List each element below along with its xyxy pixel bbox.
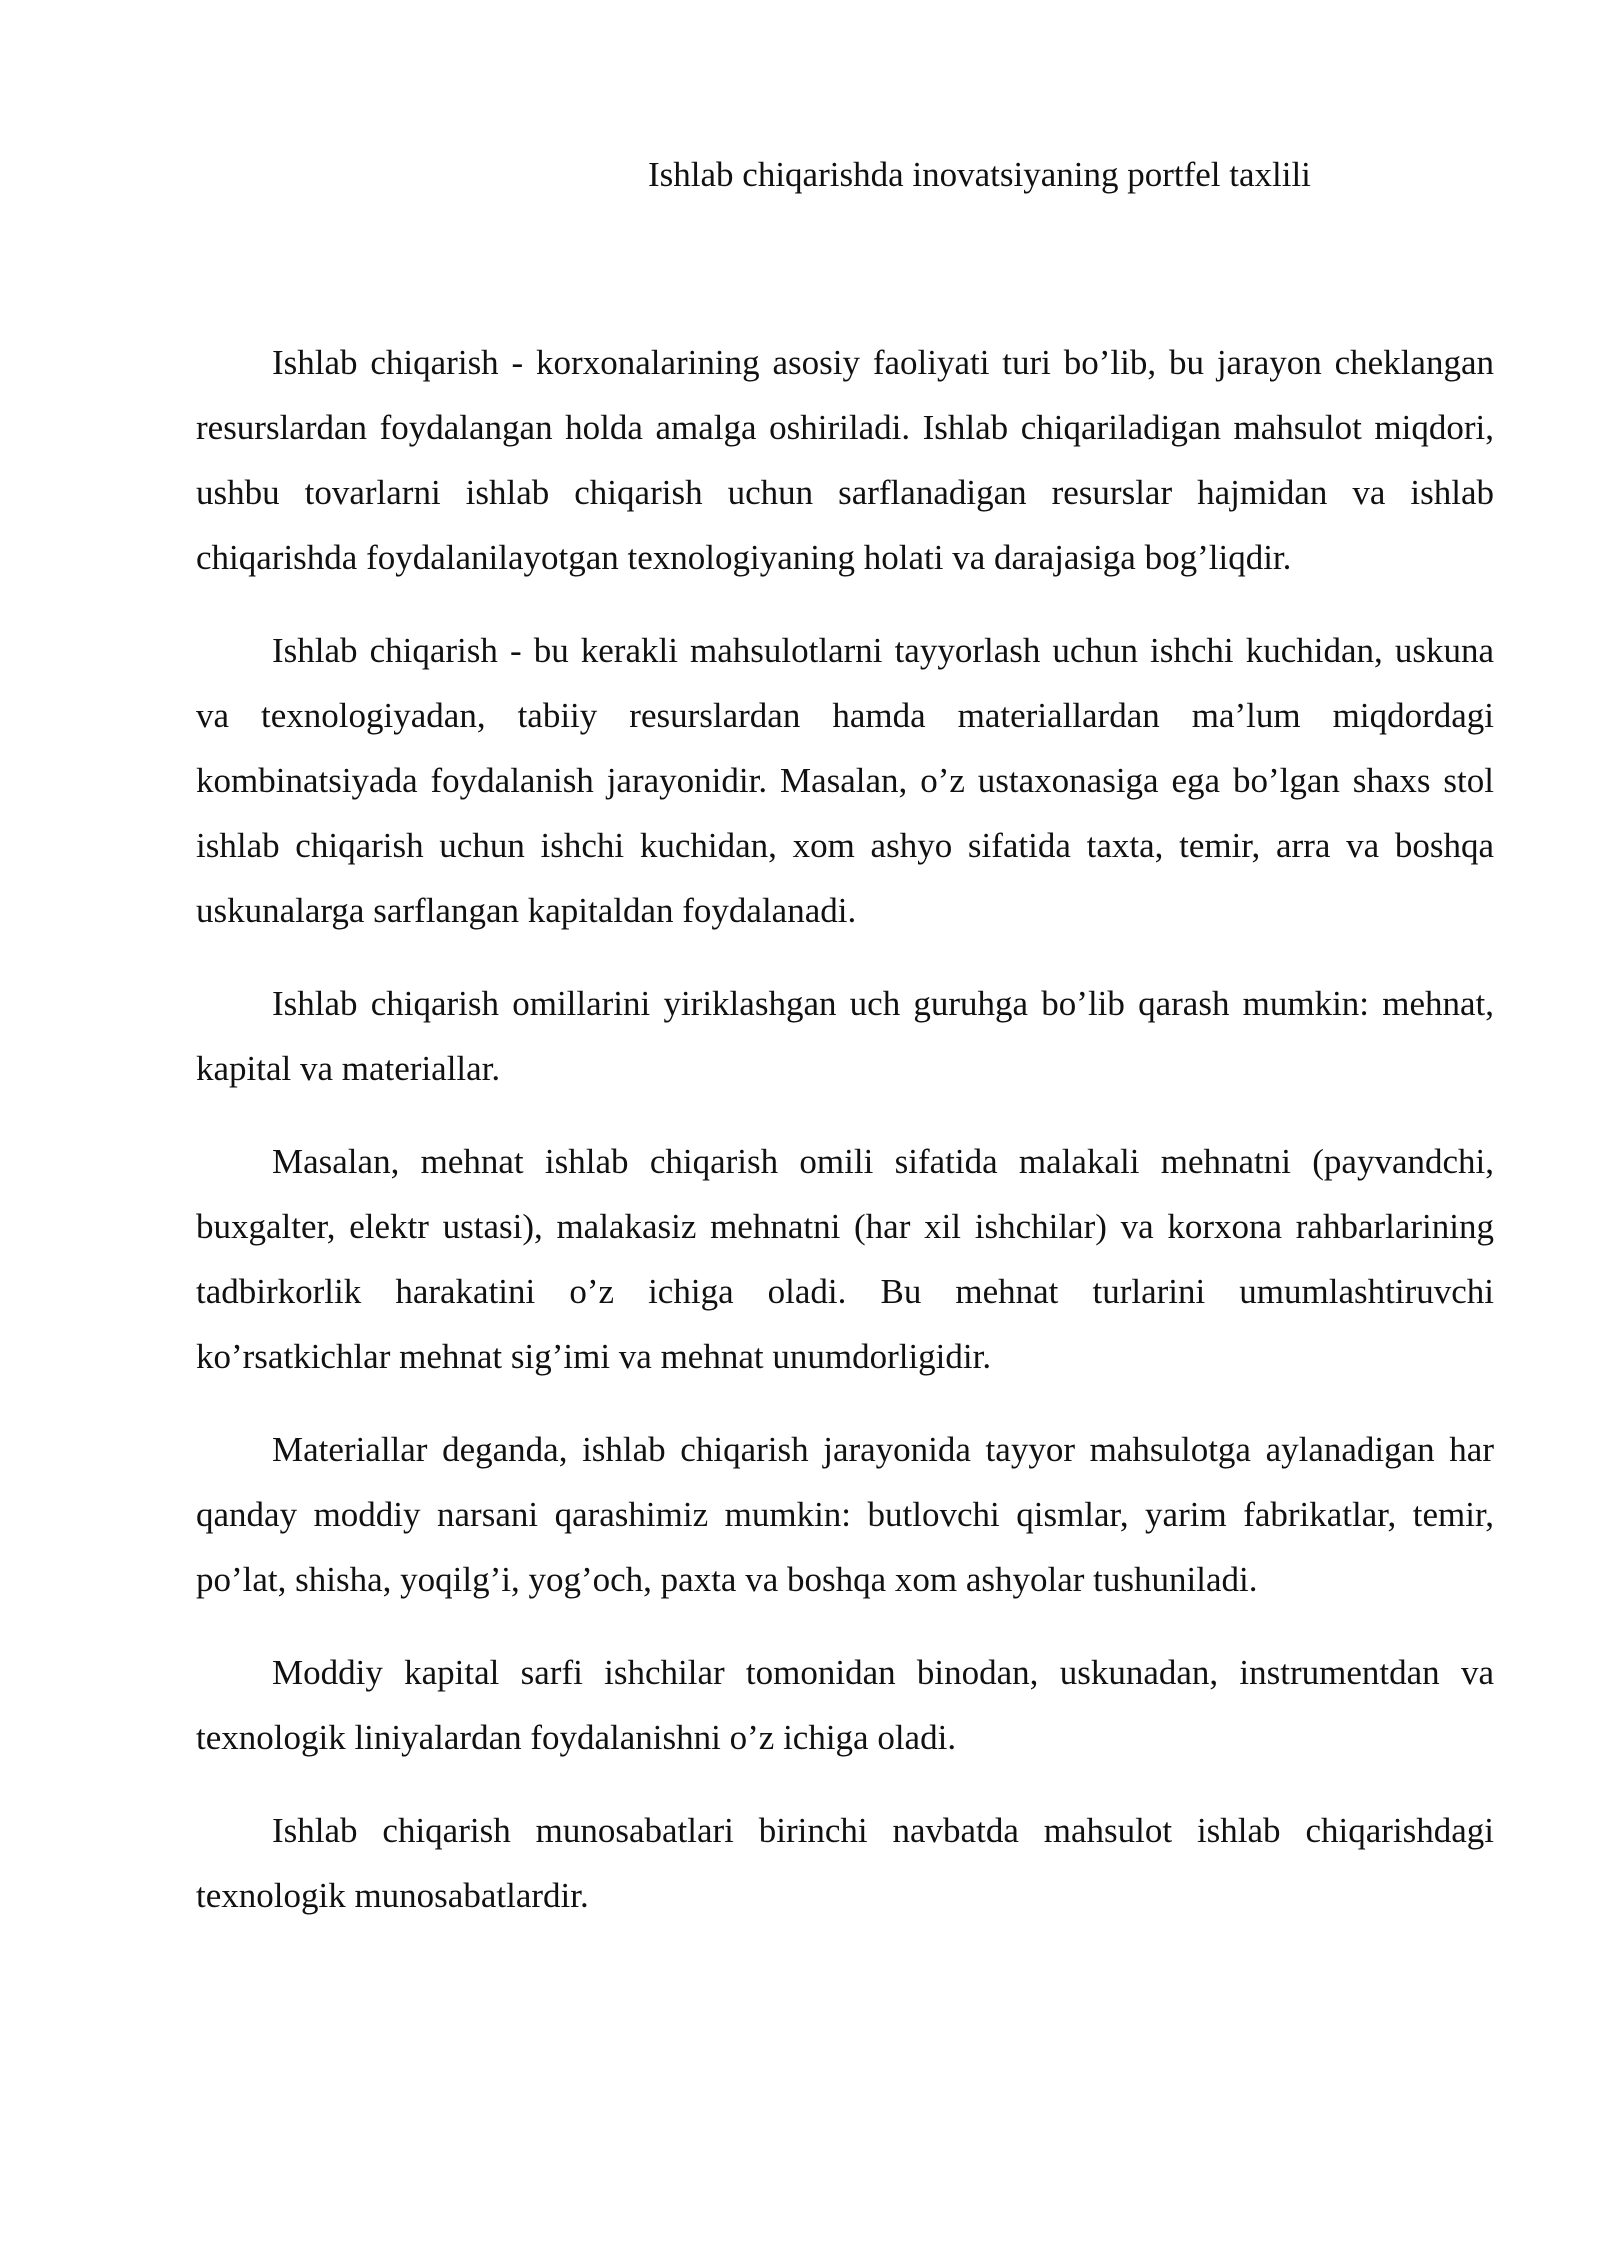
document-body [196, 330, 1494, 1956]
paragraph: Ishlab chiqarish munosabatlari birinchi navbatda mahsulot ishlab chiqarishdagi texnologik munosabatlardir. [196, 1811, 1494, 1915]
paragraph: Ishlab chiqarish omillarini yiriklashgan uch guruhga bo’lib qarash mumkin: mehnat, kapital va materiallar. [196, 984, 1494, 1088]
paragraph: Moddiy kapital sarfi ishchilar tomonidan binodan, uskunadan, instrumentdan va texnologik liniyalardan foydalanishni o’z ichiga oladi. [196, 1653, 1494, 1757]
paragraph: Ishlab chiqarish - bu kerakli mahsulotlarni tayyorlash uchun ishchi kuchidan, uskuna va texnologiyadan, tabiiy resurslardan hamda materiallardan ma’lum miqdordagi kombinatsiyada foydalanish jarayonidir. Masalan, o’z ustaxonasiga ega bo’lgan shaxs stol ishlab chiqarish uchun ishchi kuchidan, xom ashyo sifatida taxta, temir, arra va boshqa uskunalarga sarflangan kapitaldan foydalanadi. [196, 631, 1494, 930]
paragraph: Ishlab chiqarish - korxonalarining asosiy faoliyati turi bo’lib, bu jarayon cheklangan resurslardan foydalangan holda amalga oshiriladi. Ishlab chiqariladigan mahsulot miqdori, ushbu tovarlarni ishlab chiqarish uchun sarflanadigan resurslar hajmidan va ishlab chiqarishda foydalanilayotgan texnologiyaning holati va darajasiga bog’liqdir. [196, 343, 1494, 577]
document-title: Ishlab chiqarishda inovatsiyaning portfel taxlili [648, 155, 1311, 194]
paragraph: Materiallar deganda, ishlab chiqarish jarayonida tayyor mahsulotga aylanadigan har qanday moddiy narsani qarashimiz mumkin: butlovchi qismlar, yarim fabrikatlar, temir, po’lat, shisha, yoqilg’i, yog’och, paxta va boshqa xom ashyolar tushuniladi. [196, 1430, 1494, 1599]
paragraph: Masalan, mehnat ishlab chiqarish omili sifatida malakali mehnatni (payvandchi, buxgalter, elektr ustasi), malakasiz mehnatni (har xil ishchilar) va korxona rahbarlarining tadbirkorlik harakatini o’z ichiga oladi. Bu mehnat turlarini umumlashtiruvchi ko’rsatkichlar mehnat sig’imi va mehnat unumdorligidir. [196, 1142, 1494, 1376]
